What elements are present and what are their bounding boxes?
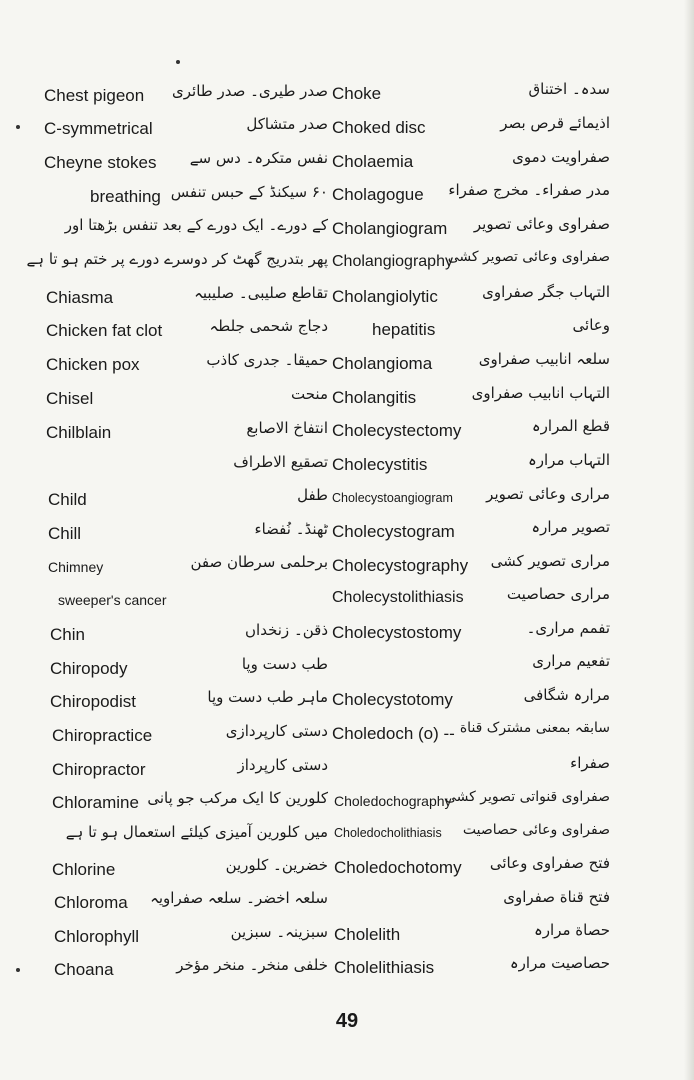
term-ur: صفراویت دموی — [512, 148, 610, 166]
term-en: Chiropractor — [52, 760, 146, 779]
term-ur: تصویر مرارہ — [531, 518, 610, 536]
term-ur: صفراوی وعائی تصویر کشی — [447, 249, 610, 265]
term-en: Chlorine — [52, 860, 116, 879]
term-en: Choke — [332, 84, 382, 103]
term-ur: طب دست وپا — [241, 655, 328, 673]
term-ur: خضرین۔ کلورین — [225, 856, 328, 874]
term-en: Choledocholithiasis — [334, 826, 442, 840]
term-ur: فتح صفراوی وعائی — [489, 854, 610, 872]
term-ur: کلورین کا ایک مرکب جو پانی — [147, 789, 328, 807]
term-ur: دستی کارپردازی — [225, 722, 328, 740]
term-en: C-symmetrical — [44, 119, 153, 138]
term-en: Chill — [48, 524, 82, 543]
term-ur: صفراوی وعائی حصاصیت — [462, 822, 610, 838]
term-en: Chisel — [46, 389, 94, 408]
term-en: Choledoch (o) -- — [332, 724, 455, 743]
term-ur: مراری وعائی تصویر — [486, 485, 610, 503]
term-en: Cholecystotomy — [332, 690, 453, 709]
term-ur: برحلمی سرطان صفن — [190, 553, 328, 571]
term-en: Chloroma — [54, 893, 128, 912]
term-ur-continued: تفعیم مراری — [532, 652, 610, 670]
term-en: Cholecystostomy — [332, 623, 462, 642]
term-en: Choana — [54, 960, 114, 979]
term-ur: ذقن۔ زنخداں — [245, 621, 328, 639]
page-edge-shadow — [684, 0, 694, 1080]
term-en: Child — [48, 490, 87, 509]
term-en: Cholaemia — [332, 152, 414, 171]
term-en: Cholecystoangiogram — [332, 491, 453, 505]
term-ur: خلفی منخر۔ منخر مؤخر — [176, 956, 328, 974]
term-ur: صفراوی قنواتی تصویر کشی — [445, 789, 610, 805]
term-en: Chiropody — [50, 659, 128, 678]
term-ur: مدر صفراء۔ مخرج صفراء — [448, 181, 610, 199]
scan-speck — [16, 125, 20, 129]
term-ur: صدر متشاکل — [246, 115, 328, 133]
term-ur: سلعہ انابیب صفراوی — [478, 350, 610, 368]
term-en: Cholecystitis — [332, 455, 428, 474]
term-en: Choledochography — [334, 793, 452, 809]
page-number: 49 — [335, 1010, 359, 1032]
term-ur: التہاب جگر صفراوی — [482, 283, 610, 301]
term-ur: التہاب مرارہ — [527, 451, 610, 469]
term-ur: حصاصیت مرارہ — [509, 954, 610, 972]
term-ur: تفمم مراری۔ — [526, 619, 610, 637]
term-en: Cholangitis — [332, 388, 417, 407]
term-ur: سدہ۔ اختناق — [528, 80, 610, 98]
term-en: Chest pigeon — [44, 86, 145, 105]
term-ur: حصاة مرارہ — [534, 921, 610, 939]
term-en: Chilblain — [46, 423, 112, 442]
term-ur: دستی کارپرداز — [237, 756, 328, 774]
term-ur: مرارہ شگافی — [523, 686, 610, 704]
term-ur: حمیقا۔ جدری کاذب — [206, 351, 328, 369]
term-en: Chlorophyll — [54, 927, 140, 946]
term-en-continued: sweeper's cancer — [58, 592, 167, 608]
term-ur: مراری حصاصیت — [506, 585, 610, 603]
term-ur: اذیمائے قرص بصر — [500, 114, 610, 132]
term-en: Chimney — [48, 559, 104, 575]
term-ur: دجاج شحمی جلطہ — [209, 317, 328, 335]
term-en: Cholecystolithiasis — [332, 589, 464, 606]
term-ur: ماہر طب دست وپا — [207, 688, 328, 706]
term-en: Chin — [50, 625, 85, 644]
term-ur: انتفاخ الاصابع — [246, 419, 328, 437]
scan-speck — [16, 968, 20, 972]
term-en: Chiropractice — [52, 726, 153, 745]
term-ur: ٹھنڈ۔ نُفضاء — [254, 520, 328, 538]
term-en: Chloramine — [52, 793, 139, 812]
term-en: Chiasma — [46, 288, 114, 307]
term-en: Cholelithiasis — [334, 958, 435, 977]
term-en: Cholangiography — [332, 253, 453, 270]
term-ur: طفل — [297, 486, 328, 504]
term-ur: وعائی — [572, 316, 610, 334]
term-ur: منحت — [291, 385, 328, 403]
term-ur: سلعہ اخضر۔ سلعہ صفراویہ — [150, 889, 328, 907]
term-ur: صدر طیری۔ صدر طائری — [172, 82, 328, 100]
term-ur: التہاب انابیب صفراوی — [471, 384, 610, 402]
term-ur-continued: صفراء — [570, 754, 610, 772]
term-ur-continued: میں کلورین آمیزی کیلئے استعمال ہو تا ہے — [65, 823, 328, 841]
term-ur: صفراوی وعائی تصویر — [473, 215, 610, 233]
term-en: Cholangiogram — [332, 219, 448, 238]
term-en: breathing — [90, 187, 161, 206]
term-en: Cholecystectomy — [332, 421, 462, 440]
term-en: Chicken fat clot — [46, 321, 163, 340]
term-ur: تقاطع صلیبی۔ صلیبیہ — [194, 284, 328, 302]
term-ur: سبزینہ۔ سبزین — [230, 923, 328, 941]
term-en: Cholelith — [334, 925, 401, 944]
term-en: Cholagogue — [332, 185, 424, 204]
term-en: Cholangiolytic — [332, 287, 438, 306]
term-en: Cholecystogram — [332, 522, 455, 541]
term-ur-continued: کے دورے۔ ایک دورے کے بعد تنفس بڑھتا اور — [64, 216, 328, 234]
term-ur-continued: پھر بتدریج گھٹ کر دوسرے دورے پر ختم ہو تا ہے — [26, 250, 328, 268]
term-en: Cholecystography — [332, 556, 469, 575]
term-en: Choledochotomy — [334, 858, 462, 877]
term-ur: قطع المرارہ — [531, 417, 610, 435]
term-en: Cholangioma — [332, 354, 433, 373]
term-ur: سابقہ بمعنی مشترک قناة — [459, 720, 610, 736]
term-en: Chiropodist — [50, 692, 136, 711]
term-ur-continued: تصقیع الاطراف — [233, 453, 328, 471]
scan-speck — [176, 60, 180, 64]
term-ur: مراری تصویر کشی — [490, 552, 610, 570]
term-en: Choked disc — [332, 118, 426, 137]
term-en: Cheyne stokes — [44, 153, 157, 172]
term-ur: نفس متکرہ۔ دس سے — [189, 149, 328, 167]
term-en: Chicken pox — [46, 355, 140, 374]
term-en-continued: hepatitis — [372, 320, 436, 339]
term-ur: ۶۰ سیکنڈ کے حبس تنفس — [170, 183, 328, 201]
term-ur-continued: فتح قناة صفراوی — [503, 888, 610, 906]
